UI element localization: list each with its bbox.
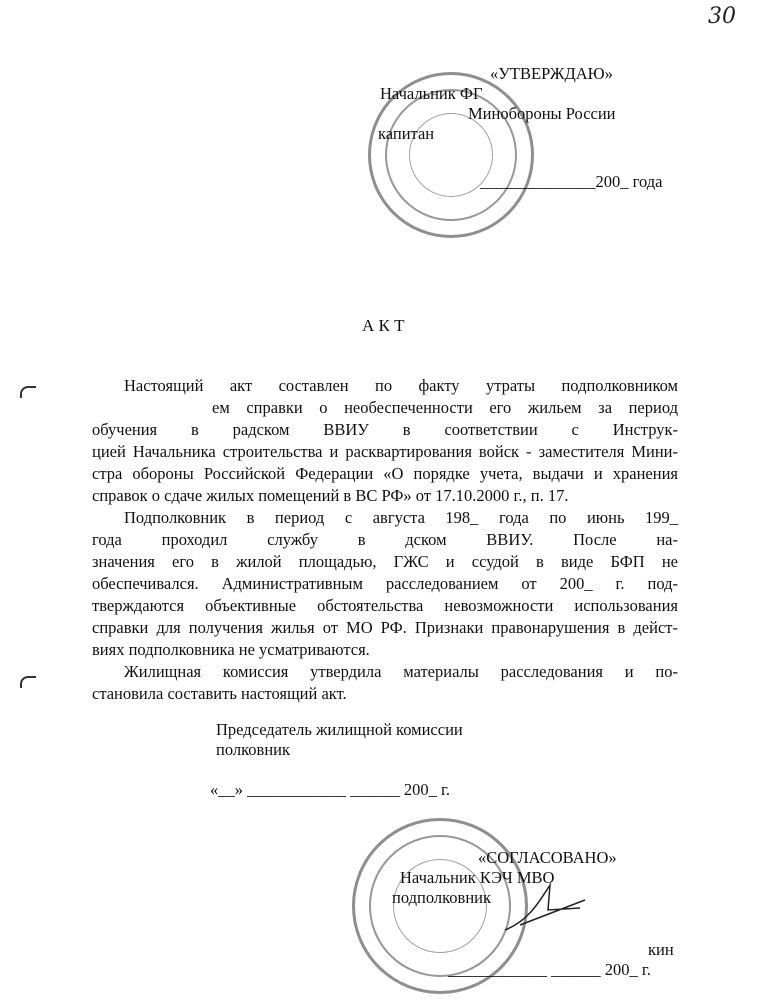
text-line: значения его в жилой площадью, ГЖС и ссудой в виде БФП не bbox=[92, 552, 678, 571]
margin-mark bbox=[20, 676, 36, 688]
chairman-rank: полковник bbox=[216, 740, 290, 759]
agreed-name: кин bbox=[648, 940, 674, 959]
text-line: обеспечивался. Административным расследованием от 200_ г. под- bbox=[92, 574, 678, 593]
approval-ministry: Минобороны России bbox=[468, 104, 616, 123]
text-line: Жилищная комиссия утвердила материалы расследования и по- bbox=[124, 662, 678, 681]
text-line: Настоящий акт составлен по факту утраты подполковником bbox=[124, 376, 678, 395]
text-line: справки для получения жилья от МО РФ. Признаки правонарушения в дейст- bbox=[92, 618, 678, 637]
margin-mark bbox=[20, 386, 36, 398]
text-line: Подполковник в период с августа 198_ года по июнь 199_ bbox=[124, 508, 678, 527]
agreed-date: ____________ ______ 200_ г. bbox=[448, 960, 651, 979]
text-line: становила составить настоящий акт. bbox=[92, 684, 347, 703]
signature-icon bbox=[500, 880, 590, 940]
text-line: обучения в радском ВВИУ в соответствии с Инструк- bbox=[92, 420, 678, 439]
approval-rank: капитан bbox=[378, 124, 435, 143]
text-line: стра обороны Российской Федерации «О порядке учета, выдачи и хранения bbox=[92, 464, 678, 483]
text-line: виях подполковника не усматриваются. bbox=[92, 640, 370, 659]
approval-date: ______________200_ года bbox=[480, 172, 663, 191]
document-title: А К Т bbox=[362, 316, 405, 335]
approval-heading: «УТВЕРЖДАЮ» bbox=[490, 64, 613, 83]
text-line: тверждаются объективные обстоятельства невозможности использования bbox=[92, 596, 678, 615]
agreed-heading: «СОГЛАСОВАНО» bbox=[478, 848, 617, 867]
approval-position: Начальник ФГ bbox=[380, 84, 483, 103]
agreed-position-text: Начальник КЭЧ МВО bbox=[400, 868, 555, 887]
text-line: цией Начальника строительства и расквартирования войск - заместителя Мини- bbox=[92, 442, 678, 461]
chairman-title: Председатель жилищной комиссии bbox=[216, 720, 463, 739]
text-line: ем справки о необеспеченности его жильем за период bbox=[212, 398, 678, 417]
chairman-date: «__» ____________ ______ 200_ г. bbox=[210, 780, 451, 799]
page-number: 30 bbox=[708, 4, 736, 29]
agreed-rank: подполковник bbox=[392, 888, 491, 907]
text-line: года проходил службу в дском ВВИУ. После на- bbox=[92, 530, 678, 549]
text-line: справок о сдаче жилых помещений в ВС РФ» от 17.10.2000 г., п. 17. bbox=[92, 486, 569, 505]
